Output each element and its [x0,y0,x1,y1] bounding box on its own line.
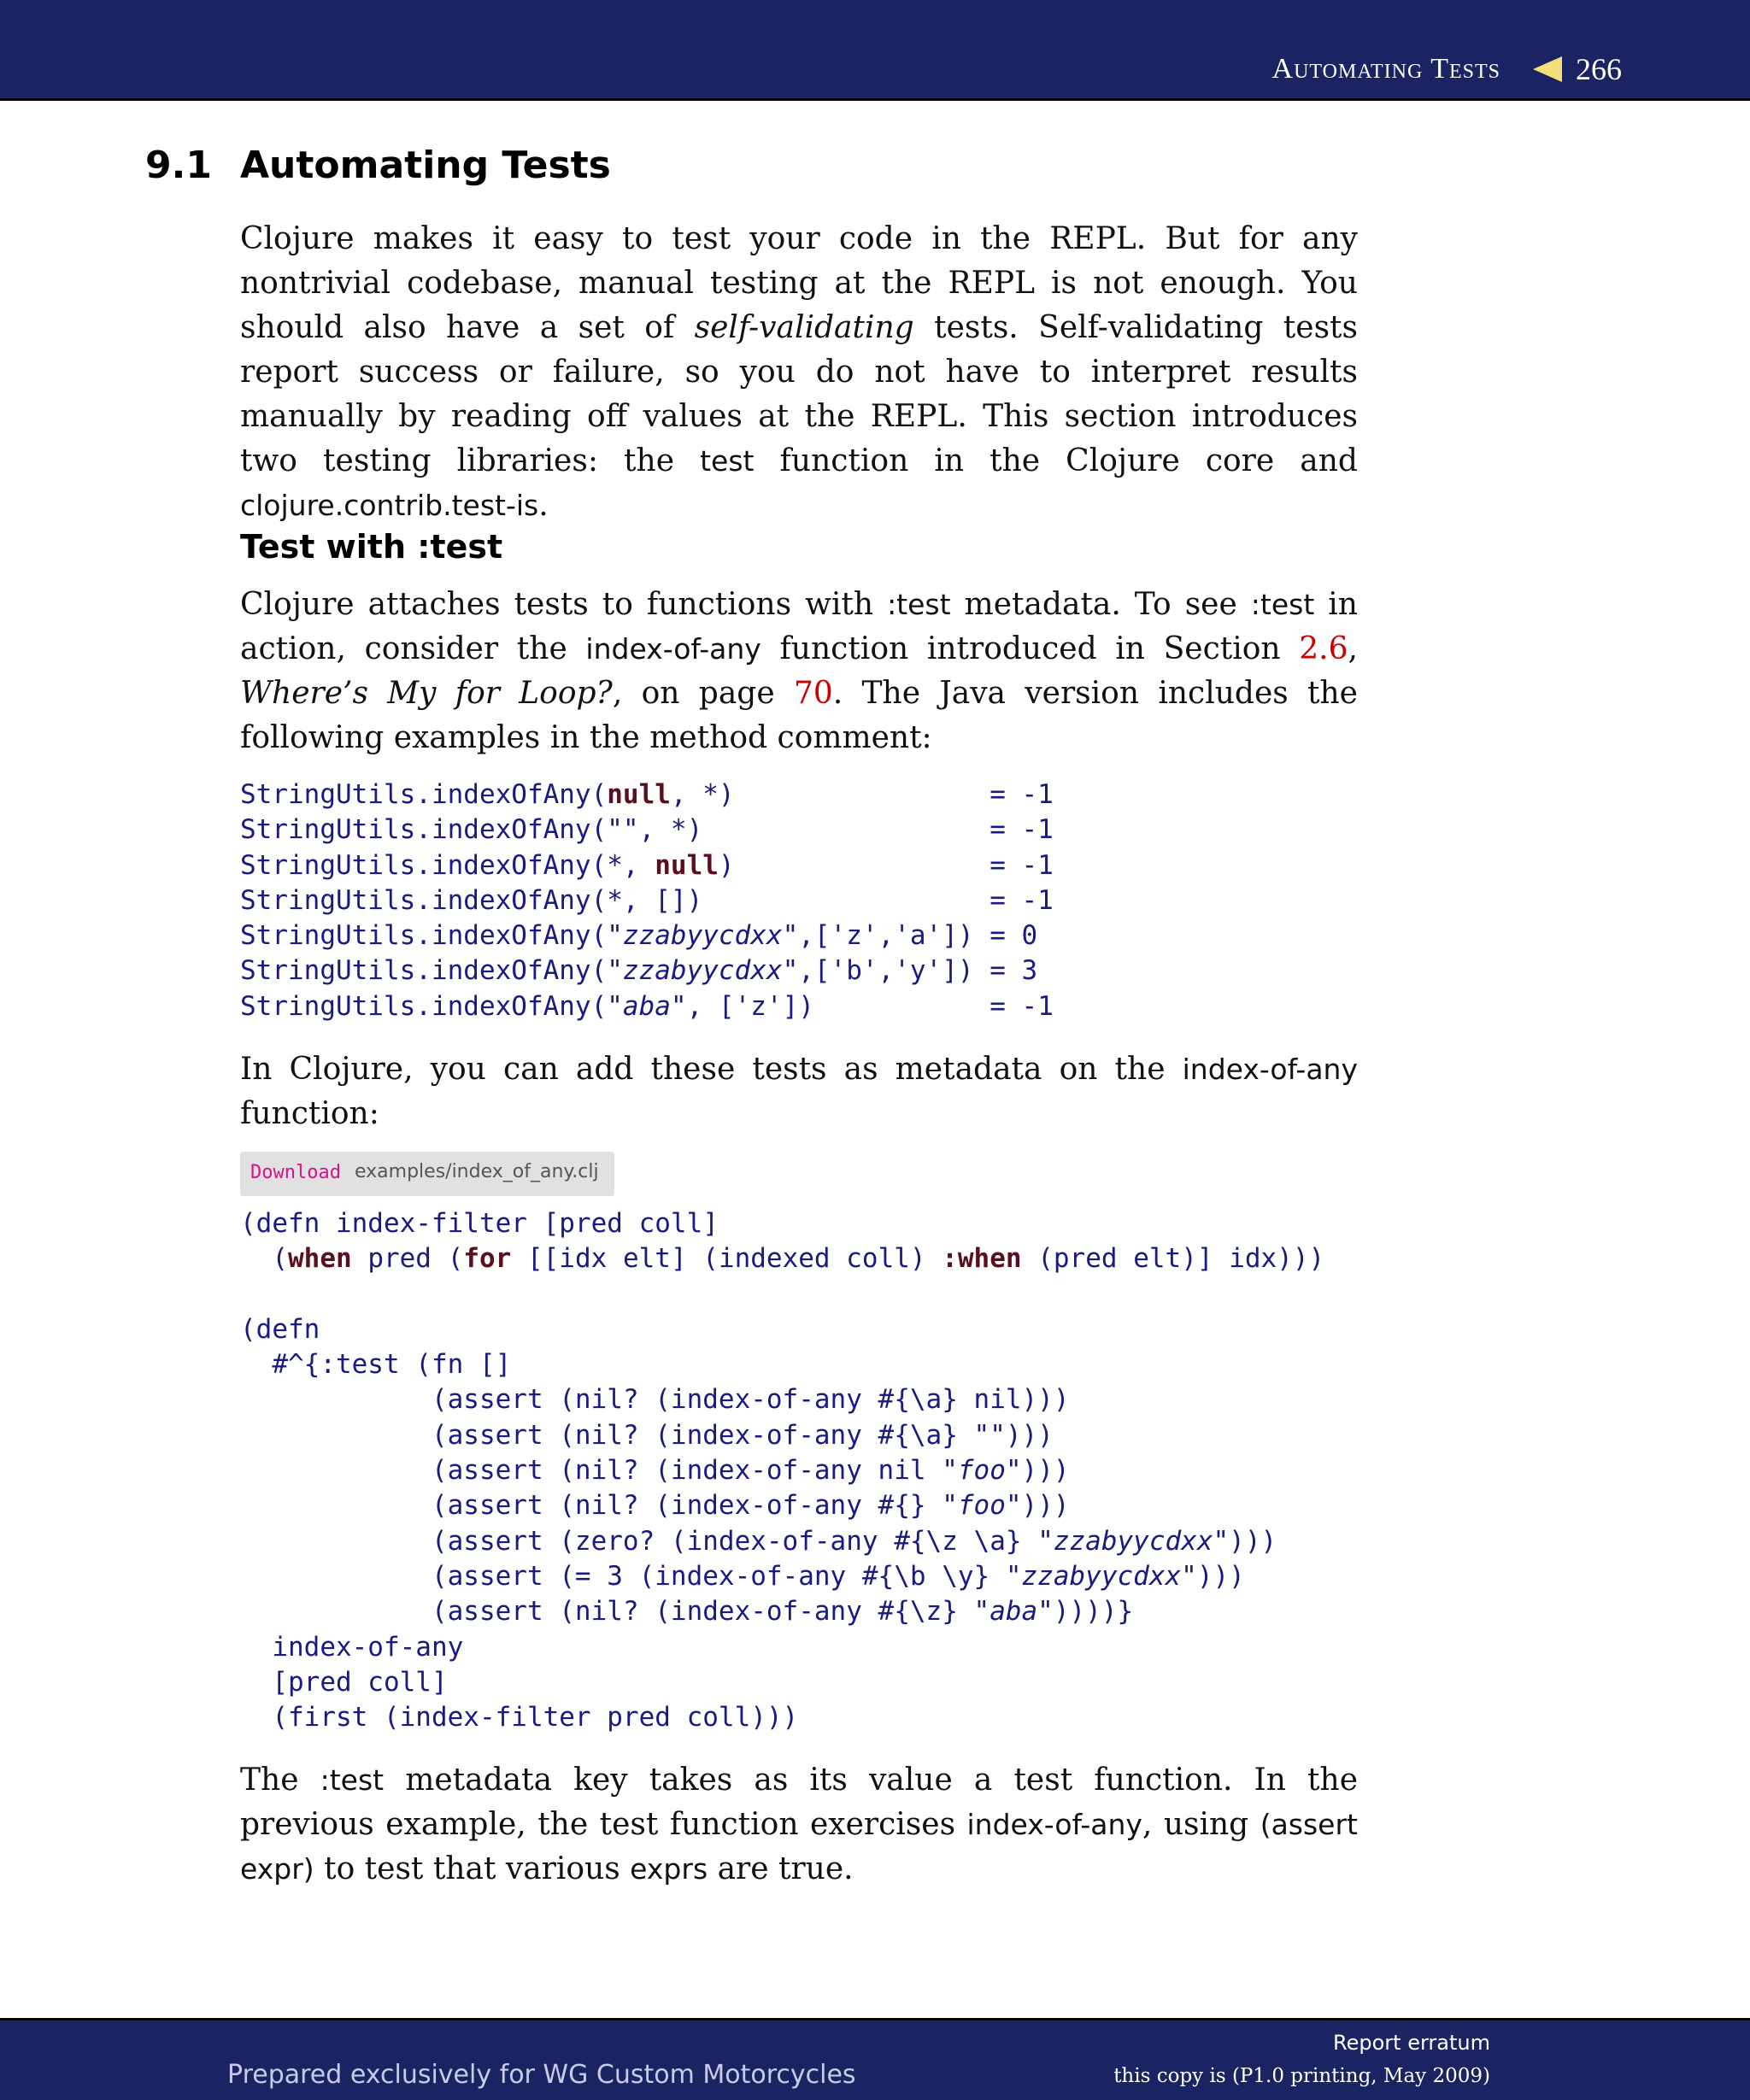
test-metadata-paragraph: Clojure attaches tests to functions with :test metadata. To see :test in action, consider the index-of-any function introduced in Section 2.6, Where’s My for Loop?, on page 70. The Java version includes the following examples in the method comment: [240,587,1358,755]
running-title: Automating Tests [1271,53,1500,85]
clojure-metadata-paragraph: In Clojure, you can add these tests as metadata on the index-of-any function: [240,1052,1358,1131]
triangle-left-icon [1533,56,1562,82]
section-number: 9.1 [145,144,212,187]
code-line: (assert (nil? (index-of-any nil "foo"))) [240,1455,1070,1487]
report-erratum-link[interactable]: Report erratum [1333,2031,1490,2055]
java-examples-code [240,777,1054,1024]
code-line: (defn [240,1313,320,1345]
code-line: StringUtils.indexOfAny("zzabyycdxx",['b','y']) = 3 [240,955,1038,987]
code-line: (assert (nil? (index-of-any #{} "foo"))) [240,1490,1070,1522]
section-title: Automating Tests [240,144,611,187]
code-line [240,1277,1324,1312]
code-line: StringUtils.indexOfAny(null, *) = -1 [240,779,1054,810]
code-line: #^{:test (fn [] [240,1349,512,1381]
page-footer [0,2018,1750,2100]
code-line: (first (index-filter pred coll))) [240,1702,799,1733]
download-label[interactable]: Download [250,1162,341,1183]
subheading: Test with :test [240,528,503,566]
code-line: StringUtils.indexOfAny(*, null) = -1 [240,849,1054,881]
code-line: (defn index-filter [pred coll] [240,1208,719,1239]
download-link[interactable] [240,1152,614,1196]
code-line: StringUtils.indexOfAny(*, []) = -1 [240,884,1054,916]
code-line: StringUtils.indexOfAny("", *) = -1 [240,814,1054,846]
code-line: (assert (zero? (index-of-any #{\z \a} "zzabyycdxx"))) [240,1525,1277,1557]
clojure-code [240,1206,1324,1735]
page-link[interactable]: 70 [793,676,833,711]
section-link[interactable]: 2.6 [1299,631,1348,666]
code-line: (assert (= 3 (index-of-any #{\b \y} "zzabyycdxx"))) [240,1560,1245,1592]
prepared-for-text: Prepared exclusively for WG Custom Motorcycles [227,2060,856,2090]
code-line: (assert (nil? (index-of-any #{\a} nil))) [240,1384,1070,1416]
code-line: [pred coll] [240,1666,448,1698]
code-line: index-of-any [240,1631,464,1663]
intro-paragraph: Clojure makes it easy to test your code in the REPL. But for any nontrivial codebase, manual testing at the REPL is not enough. You should also have a set of self-validating tests. Self-validating tests report success or failure, so you do not have to interpret results manually by reading off values at the REPL. This section introduces two testing libraries: the test function in the Clojure core and clojure.contrib.test-is. [240,221,1358,523]
code-line: StringUtils.indexOfAny("zzabyycdxx",['z','a']) = 0 [240,920,1038,952]
code-line: (when pred (for [[idx elt] (indexed coll) :when (pred elt)] idx))) [240,1243,1325,1275]
page-number: 266 [1576,52,1622,86]
code-line: StringUtils.indexOfAny("aba", ['z']) = -1 [240,990,1054,1022]
download-path: examples/index_of_any.clj [355,1161,599,1182]
code-line: (assert (nil? (index-of-any #{\a} ""))) [240,1419,1054,1451]
page-header [0,0,1750,101]
code-line: (assert (nil? (index-of-any #{\z} "aba"))))} [240,1596,1134,1628]
copy-info: this copy is (P1.0 printing, May 2009) [1113,2065,1490,2087]
test-function-paragraph: The :test metadata key takes as its value a test function. In the previous example, the test function exercises index-of-any, using (assert expr) to test that various exprs are true. [240,1763,1359,1886]
